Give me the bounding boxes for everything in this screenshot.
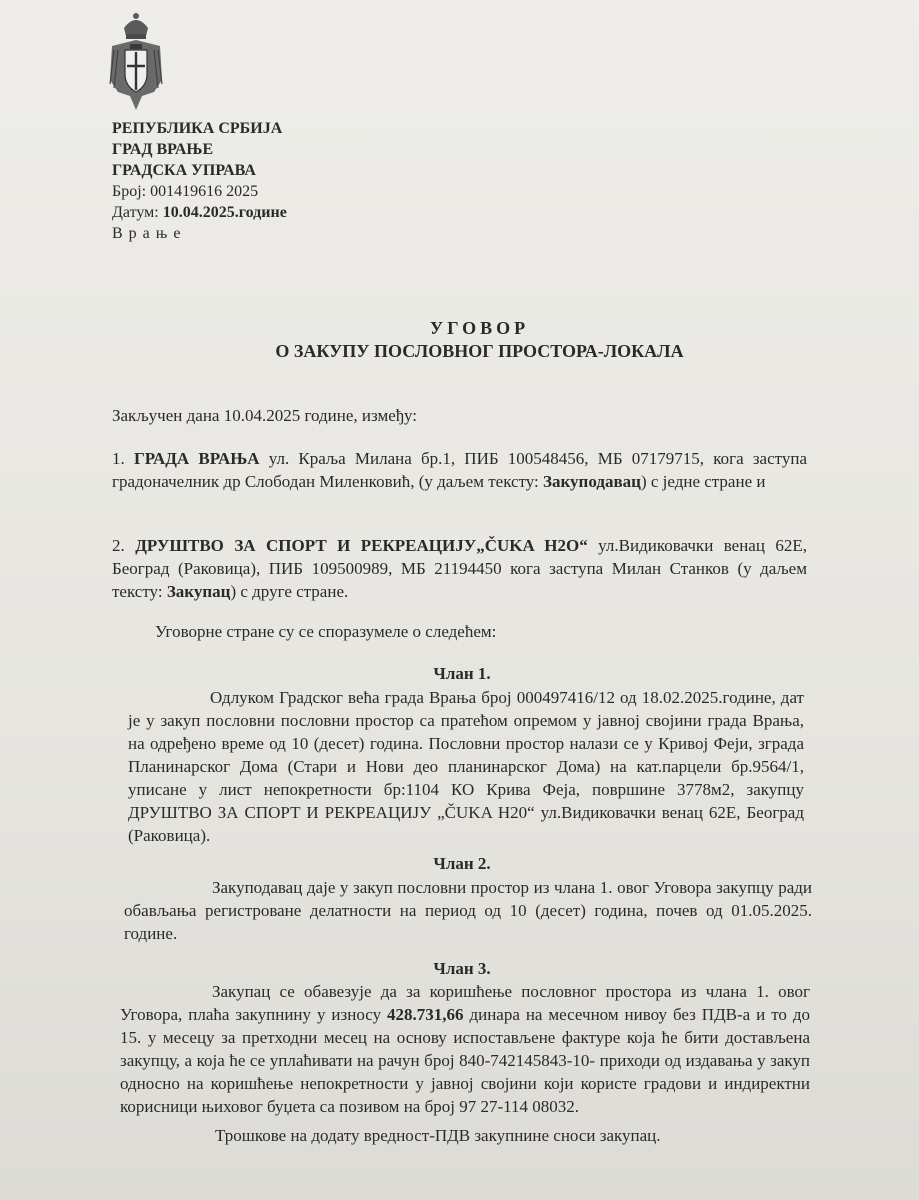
issuer-header <box>112 118 287 244</box>
article-3-text-after: динара на месечном нивоу без ПДВ-а и то до 15. у месецу за претходни месец на основу испостављене фактуре која ће бити достављена закупцу, а која ће се уплаћивати на рачун број 840-742145843-10- приходи од издавања у закуп односно на коришћење непокретности у јавној својини који користе градови и индиректни корисници њиховог буџета са позивом на број 97 27-114 08032. <box>120 1005 810 1116</box>
party-2-closing: ) с друге стране. <box>230 582 349 601</box>
article-3-heading: Члан 3. <box>433 959 491 978</box>
article-2-body: Закуподавац даје у закуп пословни простор из члана 1. овог Уговора закупцу ради обављања регистроване делатности на период од 10 (десет) година, почев од 01.05.2025. године. <box>124 878 812 943</box>
title-subtitle: О ЗАКУПУ ПОСЛОВНОГ ПРОСТОРА-ЛОКАЛА <box>275 341 684 361</box>
party-1-details: ул. Краља Милана бр.1, ПИБ 100548456, МБ 07179715, кога заступа градоначелник др Слободан Миленковић, (у даљем тексту: <box>112 449 807 491</box>
article-3-footer: Трошкове на додату вредност-ПДВ закупнине сноси закупац. <box>215 1126 661 1145</box>
date-suffix: године <box>238 204 287 221</box>
coat-of-arms-icon <box>108 10 164 114</box>
document-title <box>0 318 919 362</box>
party-1 <box>112 447 807 493</box>
article-1-body: Одлуком Градског већа града Врања број 000497416/12 од 18.02.2025.године, дат је у закуп пословни пословни простор са пратећом опремом у јавној својини града Врања, на одређено време од 10 (десет) година. Пословни простор налази се у Кривој Феји, зграда Планинарског Дома (Стари и Нови део планинарског Дома) на кат.парцели бр.9564/1, уписане у лист непокретности бр:1104 КО Крива Феја, површине 3778м2, закупцу ДРУШТВО ЗА СПОРТ И РЕКРЕАЦИЈУ „ČUKA H20“ ул.Видиковачки венац 62Е, Београд (Раковица). <box>128 688 804 845</box>
party-1-role: Закуподавац <box>543 472 641 491</box>
party-1-closing: ) с једне стране и <box>640 472 766 491</box>
party-2-details: ул.Видиковачки венац 62Е, Београд (Раковица), ПИБ 109500989, МБ 21194450 кога заступа Милан Станков (у даљем тексту: <box>112 536 807 601</box>
date-label: Датум: <box>112 204 163 221</box>
party-2-role: Закупац <box>166 582 231 601</box>
party-2-name: ДРУШТВО ЗА СПОРТ И РЕКРЕАЦИЈУ„ČUKA H2O“ <box>135 536 588 555</box>
rent-amount: 428.731,66 <box>387 1005 464 1024</box>
title-main: УГОВОР <box>429 318 530 338</box>
party-2-number: 2. <box>112 536 136 555</box>
document-place: В р а њ е <box>112 225 182 242</box>
header-republic: РЕПУБЛИКА СРБИЈА <box>112 120 283 137</box>
agreement-statement: Уговорне стране су се споразумеле о следећем: <box>155 622 497 641</box>
party-2 <box>112 534 807 603</box>
article-3-text-before: Закупац се обавезује да за коришћење пословног простора из члана 1. овог Уговора, плаћа закупнину у износу <box>120 982 810 1024</box>
article-3-body <box>120 980 810 1118</box>
article-2-heading: Члан 2. <box>433 854 491 873</box>
document-number: Број: 001419616 2025 <box>112 183 259 200</box>
party-1-name: ГРАДА ВРАЊА <box>133 449 260 468</box>
date-value: 10.04.2025. <box>162 204 239 221</box>
header-city: ГРАД ВРАЊЕ <box>112 141 214 158</box>
document-date <box>112 202 287 223</box>
contract-intro: Закључен дана 10.04.2025 године, између: <box>112 406 417 425</box>
party-1-number: 1. <box>112 449 134 468</box>
header-administration: ГРАДСКА УПРАВА <box>112 162 256 179</box>
article-1-heading: Члан 1. <box>433 664 491 683</box>
